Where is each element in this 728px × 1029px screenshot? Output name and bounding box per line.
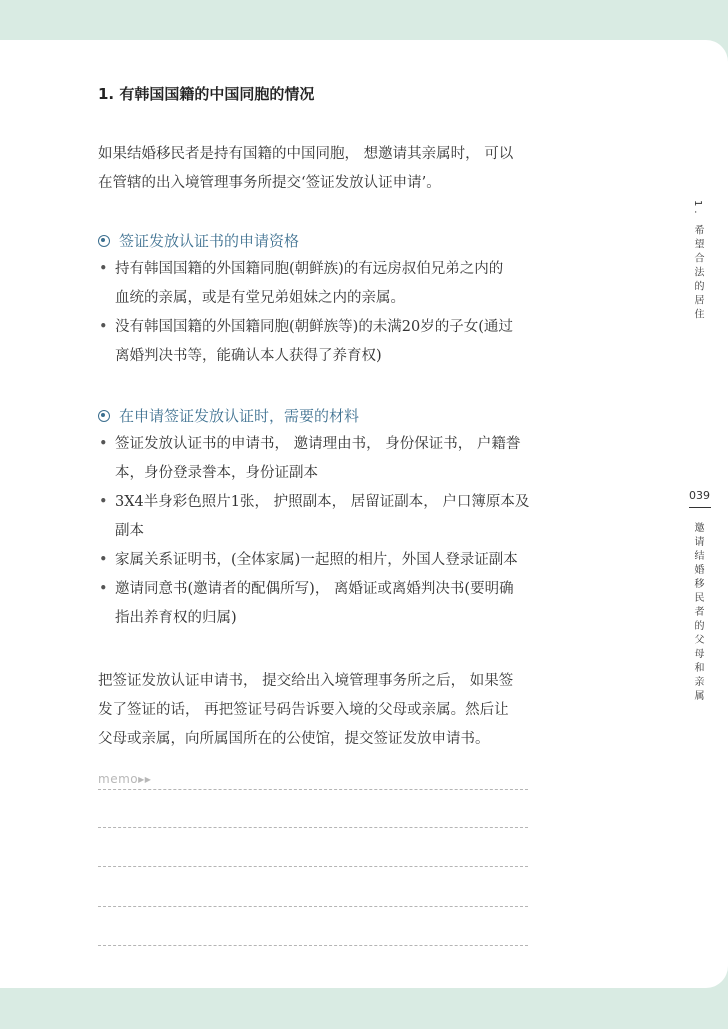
list-item — [98, 488, 538, 546]
memo-line[interactable] — [98, 789, 528, 790]
section-eligibility-title — [98, 230, 299, 251]
memo-line[interactable] — [98, 866, 528, 867]
list-item — [98, 575, 538, 633]
list-item — [98, 255, 538, 313]
list-item — [98, 546, 538, 575]
bullet-icon: • — [99, 319, 108, 335]
list-item-line: 邀请同意书(邀请者的配偶所写)， 离婚证或离婚判决书(要明确 — [115, 581, 514, 597]
list-item-line: 本，身份登录誊本，身份证副本 — [115, 465, 318, 481]
double-arrow-icon: ▶▶ — [138, 775, 152, 784]
bullet-icon: • — [99, 261, 108, 277]
section-materials-title — [98, 405, 359, 426]
list-item-line: 签证发放认证书的申请书， 邀请理由书， 身份保证书， 户籍誊 — [115, 436, 521, 452]
intro-line: 在管辖的出入境管理事务所提交‘签证发放认证申请’。 — [98, 175, 441, 191]
eligibility-list — [98, 255, 538, 371]
page-heading: 1. 有韩国国籍的中国同胞的情况 — [98, 85, 315, 103]
list-item — [98, 313, 538, 371]
side-section-label: 邀请结婚移民者的父母和亲属 — [692, 522, 703, 704]
bullet-icon: • — [99, 552, 108, 568]
target-icon — [98, 410, 110, 422]
divider — [689, 507, 711, 508]
outro-line: 把签证发放认证申请书， 提交给出入境管理事务所之后， 如果签 — [98, 673, 514, 689]
list-item-line: 没有韩国国籍的外国籍同胞(朝鲜族等)的未满20岁的子女(通过 — [115, 319, 513, 335]
target-icon — [98, 235, 110, 247]
page-number: 039 — [689, 489, 710, 502]
memo-text: memo — [98, 772, 139, 786]
memo-line[interactable] — [98, 945, 528, 946]
bullet-icon: • — [99, 436, 108, 452]
list-item-line: 副本 — [115, 523, 144, 539]
intro-paragraph — [98, 140, 528, 198]
section-title-text: 签证发放认证书的申请资格 — [119, 232, 300, 250]
outro-line: 发了签证的话， 再把签证号码告诉要入境的父母或亲属。然后让 — [98, 702, 509, 718]
section-title-text: 在申请签证发放认证时，需要的材料 — [119, 407, 360, 425]
list-item-line: 离婚判决书等，能确认本人获得了养育权) — [115, 348, 382, 364]
intro-line: 如果结婚移民者是持有国籍的中国同胞， 想邀请其亲属时， 可以 — [98, 146, 514, 162]
list-item-line: 血统的亲属，或是有堂兄弟姐妹之内的亲属。 — [115, 290, 405, 306]
list-item-line: 持有韩国国籍的外国籍同胞(朝鲜族)的有远房叔伯兄弟之内的 — [115, 261, 504, 277]
memo-label — [98, 772, 151, 786]
list-item-line: 3X4半身彩色照片1张， 护照副本， 居留证副本， 户口簿原本及 — [115, 494, 530, 510]
list-item-line: 指出养育权的归属) — [115, 610, 237, 626]
bullet-icon: • — [99, 581, 108, 597]
outro-line: 父母或亲属，向所属国所在的公使馆，提交签证发放申请书。 — [98, 731, 490, 747]
list-item-line: 家属关系证明书，(全体家属)一起照的相片，外国人登录证副本 — [115, 552, 518, 568]
materials-list — [98, 430, 538, 633]
memo-line[interactable] — [98, 827, 528, 828]
bullet-icon: • — [99, 494, 108, 510]
side-chapter-label: 1. 希望合法的居住 — [692, 200, 703, 323]
outro-paragraph — [98, 667, 528, 754]
memo-line[interactable] — [98, 906, 528, 907]
list-item — [98, 430, 538, 488]
